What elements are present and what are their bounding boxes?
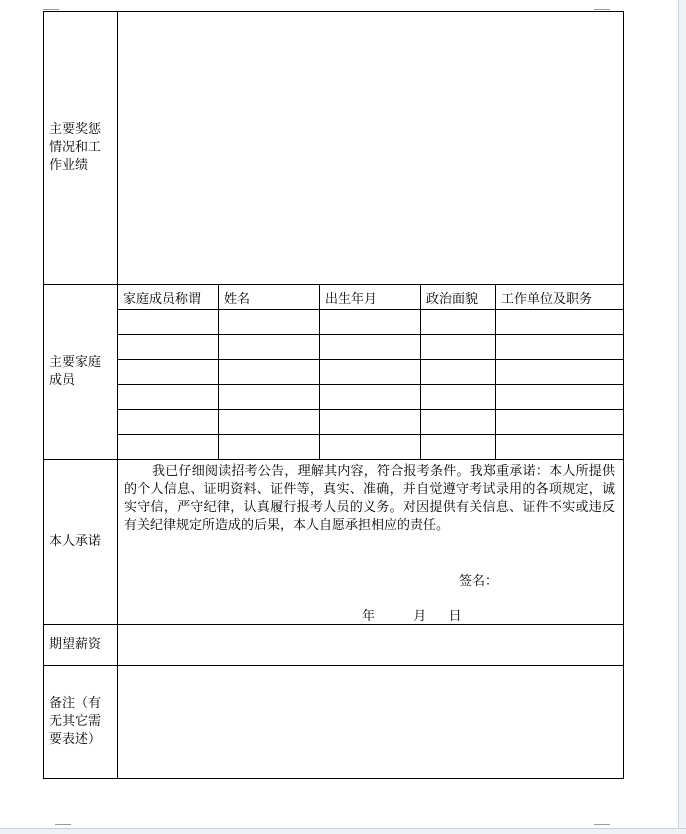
family-col-relation: 家庭成员称谓	[118, 285, 219, 310]
pledge-row	[44, 460, 624, 625]
crop-mark-top-left	[43, 0, 59, 10]
awards-label: 主要奖惩情况和工作业绩	[44, 12, 118, 285]
family-row	[44, 435, 624, 460]
salary-row	[44, 625, 624, 666]
signature-label: 签名：	[459, 574, 499, 589]
family-label: 主要家庭成员	[44, 285, 118, 460]
family-cell[interactable]	[421, 435, 496, 460]
family-cell[interactable]	[320, 435, 421, 460]
family-cell[interactable]	[496, 435, 624, 460]
family-cell[interactable]	[320, 385, 421, 410]
remarks-field[interactable]	[118, 666, 624, 779]
family-cell[interactable]	[219, 310, 320, 335]
pledge-cell	[118, 460, 624, 625]
family-cell[interactable]	[320, 410, 421, 435]
family-cell[interactable]	[219, 360, 320, 385]
family-row	[44, 335, 624, 360]
family-cell[interactable]	[421, 335, 496, 360]
family-cell[interactable]	[118, 410, 219, 435]
family-cell[interactable]	[496, 385, 624, 410]
salary-field[interactable]	[118, 625, 624, 666]
family-cell[interactable]	[219, 410, 320, 435]
family-cell[interactable]	[421, 310, 496, 335]
family-cell[interactable]	[118, 310, 219, 335]
family-cell[interactable]	[118, 435, 219, 460]
awards-row	[44, 12, 624, 285]
family-row	[44, 410, 624, 435]
application-form-table	[43, 11, 624, 779]
family-cell[interactable]	[320, 360, 421, 385]
family-cell[interactable]	[118, 385, 219, 410]
family-header-row	[44, 285, 624, 310]
family-cell[interactable]	[496, 310, 624, 335]
family-cell[interactable]	[320, 335, 421, 360]
family-col-employer: 工作单位及职务	[496, 285, 624, 310]
pledge-text: 我已仔细阅读招考公告，理解其内容，符合报考条件。我郑重承诺：本人所提供的个人信息、证明资料、证件等，真实、准确，并自觉遵守考试录用的各项规定，诚实守信，严守纪律，认真履行报考人员的义务。对因提供有关信息、证件不实或违反有关纪律规定所造成的后果，本人自愿承担相应的责任。	[124, 464, 616, 533]
signature-date	[362, 605, 462, 624]
remarks-row	[44, 666, 624, 779]
family-cell[interactable]	[219, 435, 320, 460]
family-cell[interactable]	[496, 410, 624, 435]
family-cell[interactable]	[219, 385, 320, 410]
family-row	[44, 360, 624, 385]
page-edge-right	[678, 0, 686, 833]
family-cell[interactable]	[421, 410, 496, 435]
family-cell[interactable]	[496, 360, 624, 385]
pledge-label: 本人承诺	[44, 460, 118, 625]
family-cell[interactable]	[219, 335, 320, 360]
crop-mark-top-right	[594, 0, 610, 10]
family-row	[44, 385, 624, 410]
family-cell[interactable]	[118, 335, 219, 360]
family-col-name: 姓名	[219, 285, 320, 310]
page-edge-bottom	[0, 828, 686, 834]
family-cell[interactable]	[118, 360, 219, 385]
family-cell[interactable]	[421, 385, 496, 410]
family-row	[44, 310, 624, 335]
date-month-label: 月	[413, 609, 427, 624]
family-cell[interactable]	[421, 360, 496, 385]
family-col-birth: 出生年月	[320, 285, 421, 310]
salary-label: 期望薪资	[44, 625, 118, 666]
remarks-label: 备注（有无其它需要表述）	[44, 666, 118, 779]
awards-field[interactable]	[118, 12, 624, 285]
date-day-label: 日	[448, 609, 462, 624]
family-cell[interactable]	[320, 310, 421, 335]
date-year-label: 年	[362, 609, 376, 624]
family-col-political: 政治面貌	[421, 285, 496, 310]
family-cell[interactable]	[496, 335, 624, 360]
